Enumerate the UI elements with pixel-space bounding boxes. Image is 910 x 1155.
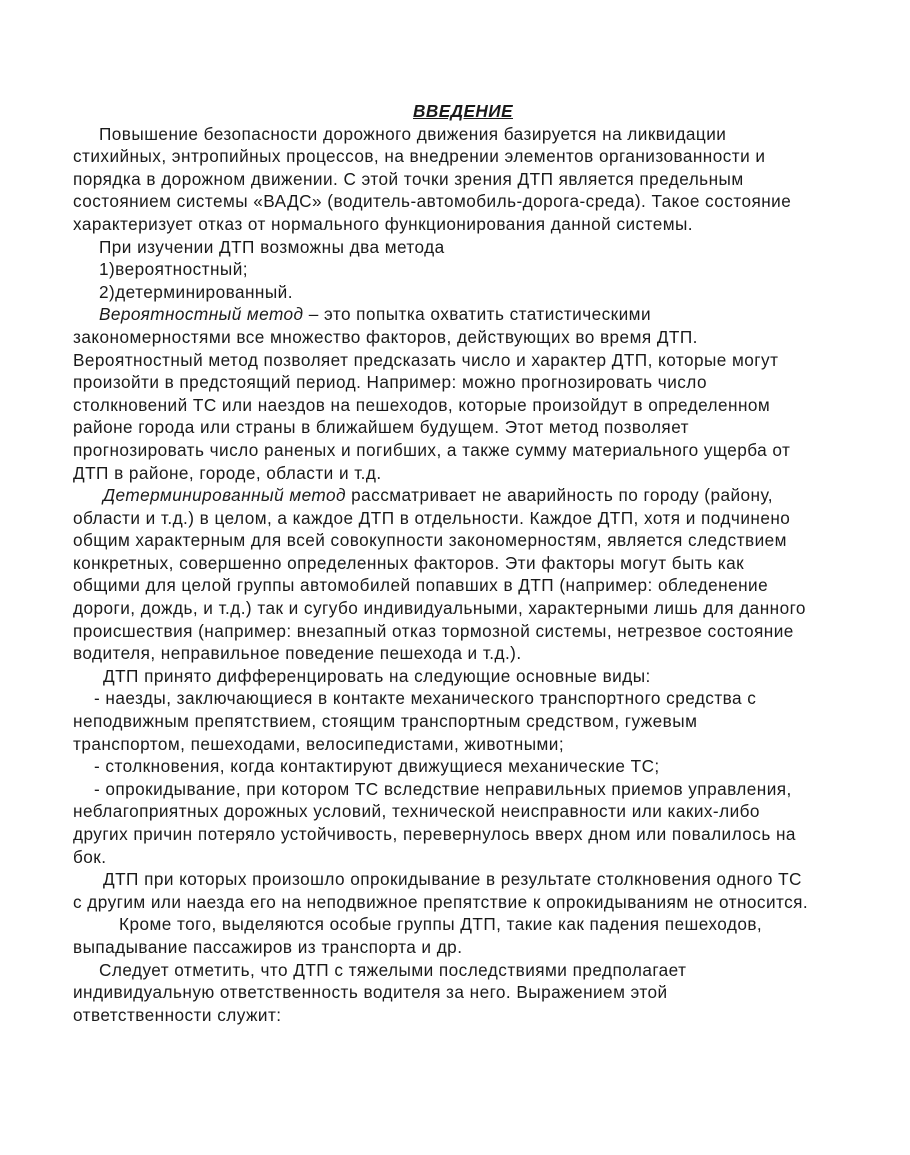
list-item-collision-moving: - столкновения, когда контактируют движущиеся механические ТС; (94, 756, 660, 777)
text-line: Кроме того, выделяются особые группы ДТП, такие как падения пешеходов, (119, 914, 763, 935)
paragraph-special-groups (73, 913, 843, 958)
term-probabilistic: Вероятностный метод (99, 304, 304, 325)
paragraph-intro (73, 123, 843, 236)
page-title: ВВЕДЕНИЕ (412, 101, 513, 121)
text-line: неблагоприятных дорожных условий, технической неисправности или каких-либо (73, 801, 760, 822)
term-deterministic: Детерминированный метод (103, 485, 346, 506)
text-line: ответственности служит: (73, 1004, 282, 1025)
paragraph-probabilistic (73, 303, 843, 484)
text-line: порядка в дорожном движении. С этой точки зрения ДТП является предельным (73, 168, 744, 189)
text-line: бок. (73, 846, 107, 867)
list-item-method-2: 2)детерминированный. (99, 281, 293, 302)
paragraph-rollover-note (73, 868, 843, 913)
text-line: с другим или наезда его на неподвижное препятствие к опрокидываниям не относится. (73, 891, 809, 912)
text-line: произойти в предстоящий период. Например: можно прогнозировать число (73, 372, 707, 393)
document-page (73, 100, 843, 1026)
text-line: состоянием системы «ВАДС» (водитель-автомобиль-дорога-среда). Такое состояние (73, 191, 792, 212)
text-line: выпадывание пассажиров из транспорта и др. (73, 936, 463, 957)
text-line: других причин потеряло устойчивость, перевернулось вверх дном или повалилось на (73, 824, 796, 844)
text-line: индивидуальную ответственность водителя за него. Выражением этой (73, 982, 668, 1003)
text-line: Повышение безопасности дорожного движения базируется на ликвидации (99, 123, 727, 144)
text-line: транспортом, пешеходами, велосипедистами, животными; (73, 733, 565, 754)
paragraph-deterministic (73, 484, 843, 665)
text-line: ДТП принято дифференцировать на следующие основные виды: (103, 665, 651, 686)
paragraph-methods (73, 236, 843, 304)
text-line: характеризует отказ от нормального функционирования данной системы. (73, 213, 694, 234)
text-line: неподвижным препятствием, стоящим транспортным средством, гужевым (73, 711, 698, 732)
text-line: районе города или страны в ближайшем будущем. Этот метод позволяет (73, 417, 689, 438)
paragraph-responsibility (73, 959, 843, 1027)
paragraph-types (73, 665, 843, 868)
text-line: области и т.д.) в целом, а каждое ДТП в отдельности. Каждое ДТП, хотя и подчинено (73, 507, 791, 528)
text-line: дороги, дождь, и т.д.) так и сугубо индивидуальными, характерными лишь для данного (73, 598, 806, 619)
text-line: общими для целой группы автомобилей попавших в ДТП (например: обледенение (73, 575, 769, 596)
list-item-rollover: - опрокидывание, при котором ТС вследствие неправильных приемов управления, (94, 778, 792, 799)
text-line: конкретных, совершенно определенных факторов. Эти факторы могут быть как (73, 552, 745, 573)
text-line: Вероятностный метод позволяет предсказать число и характер ДТП, которые могут (73, 349, 779, 370)
list-item-collision-obstacle: - наезды, заключающиеся в контакте механического транспортного средства с (94, 688, 757, 709)
text-line: общим характерным для всей совокупности закономерностям, является следствием (73, 530, 787, 551)
text-line: При изучении ДТП возможны два метода (99, 236, 445, 257)
text-line: происшествия (например: внезапный отказ тормозной системы, нетрезвое состояние (73, 620, 794, 641)
text-line: прогнозировать число раненых и погибших, а также сумму материального ущерба от (73, 439, 791, 460)
text-line: ДТП в районе, городе, области и т.д. (73, 462, 382, 483)
text-line (73, 484, 843, 507)
text-line (73, 303, 843, 326)
text-line: стихийных, энтропийных процессов, на внедрении элементов организованности и (73, 146, 766, 167)
text-line: столкновений ТС или наездов на пешеходов, которые произойдут в определенном (73, 394, 771, 415)
text-fragment: – это попытка охватить статистическими (303, 304, 652, 325)
text-line: водителя, неправильное поведение пешехода и т.д.). (73, 643, 522, 664)
list-item-method-1: 1)вероятностный; (99, 259, 249, 280)
text-line: ДТП при которых произошло опрокидывание в результате столкновения одного ТС (103, 869, 802, 890)
text-fragment: рассматривает не аварийность по городу (району, (345, 485, 774, 506)
text-line: закономерностями все множество факторов, действующих во время ДТП. (73, 326, 698, 347)
text-line: Следует отметить, что ДТП с тяжелыми последствиями предполагает (99, 959, 687, 980)
